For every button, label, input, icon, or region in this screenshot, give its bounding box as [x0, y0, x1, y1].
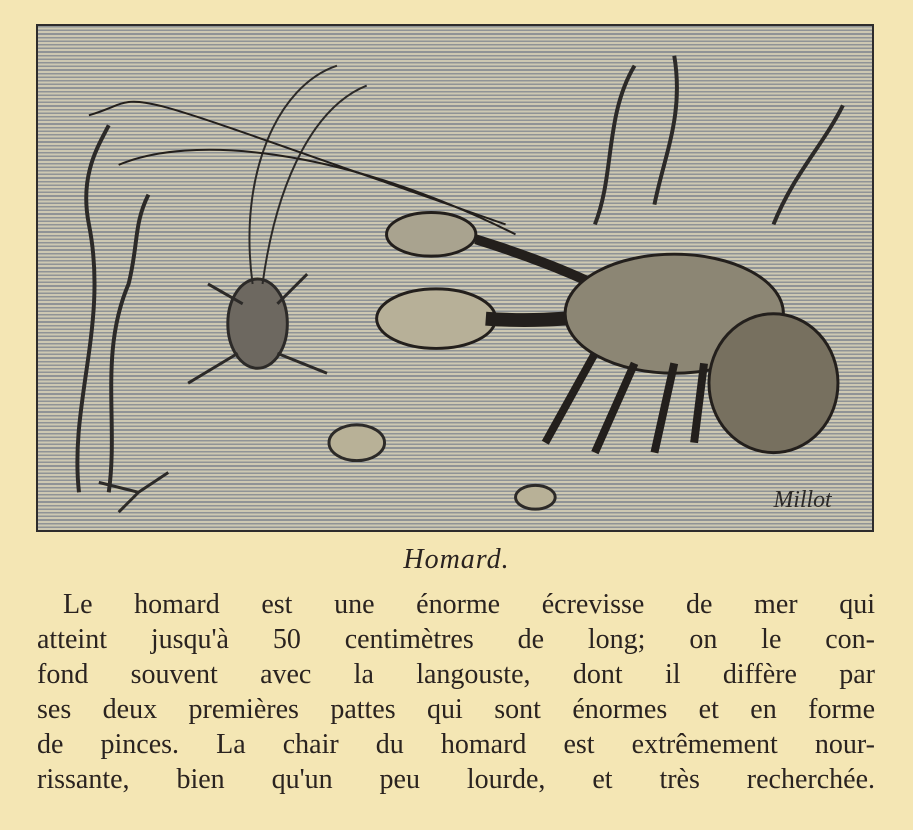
- paragraph-line: de pinces. La chair du homard est extrêmement nour-: [37, 729, 875, 760]
- paragraph-line: atteint jusqu'à 50 centimètres de long; on le con-: [37, 624, 875, 655]
- lobster-engraving: [38, 26, 872, 530]
- lobster: [89, 102, 838, 453]
- artist-signature: Millot: [773, 487, 832, 514]
- paragraph-line: fond souvent avec la langouste, dont il diffère par: [37, 659, 875, 690]
- figure-caption: Homard.: [403, 544, 510, 575]
- paragraph-line: rissante, bien qu'un peu lourde, et très recherchée.: [37, 764, 875, 795]
- sea-floor: [99, 425, 555, 512]
- small-lobster: [188, 66, 367, 383]
- paragraph-line: ses deux premières pattes qui sont énormes et en forme: [37, 694, 875, 725]
- lobster-illustration: [36, 24, 874, 532]
- description-paragraph: [37, 587, 875, 797]
- paragraph-line: Le homard est une énorme écrevisse de mer qui: [63, 589, 875, 620]
